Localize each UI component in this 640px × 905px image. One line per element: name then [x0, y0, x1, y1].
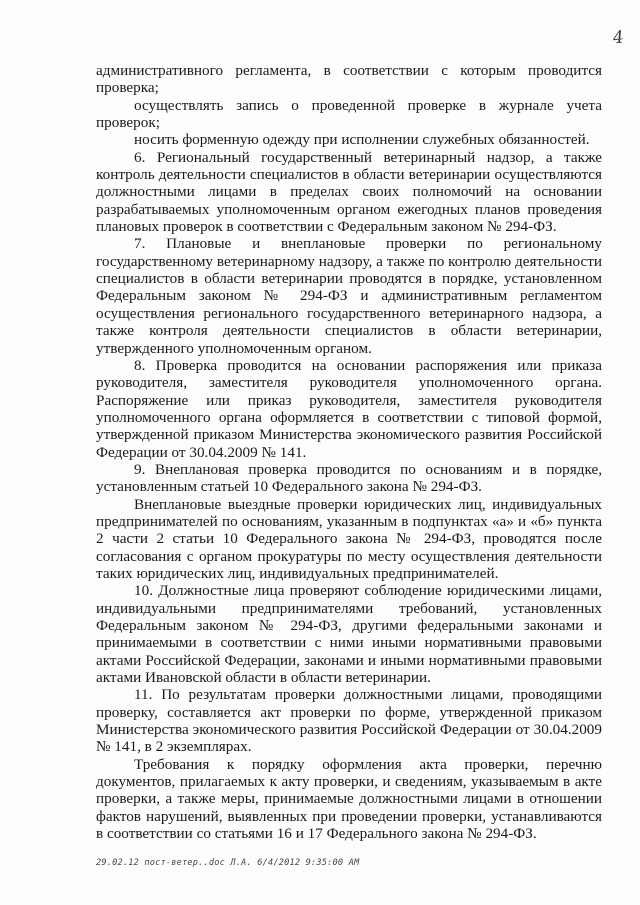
file-footer: 29.02.12 пост-ветер..doc Л.А. 6/4/2012 9:35:00 AM — [96, 858, 360, 868]
paragraph-regulation-continuation: административного регламента, в соответствии с которым проводится проверка; — [96, 62, 602, 97]
paragraph-act-requirements: Требования к порядку оформления акта проверки, перечню документов, прилагаемых к акту проверки, и сведениям, указываемым в акте проверки, а также меры, принимаемые должностными лицами в отношении фактов нарушений, выявленных при проведении проверки, устанавливаются в соответствии со статьями 16 и 17 Федерального закона № 294-ФЗ. — [96, 755, 602, 843]
paragraph-unscheduled-inspections: Внеплановые выездные проверки юридических лиц, индивидуальных предпринимателей по основаниям, указанным в подпунктах «а» и «б» пункта 2 части 2 статьи 10 Федерального закона № 294-ФЗ, проводятся после согласования с органом прокуратуры по месту осуществления деятельности таких юридических лиц, индивидуальных предпринимателей. — [96, 495, 602, 582]
paragraph-record-keeping: осуществлять запись о проведенной проверке в журнале учета проверок; — [96, 96, 602, 132]
paragraph-6: 6. Региональный государственный ветеринарный надзор, а также контроль деятельности специалистов в области ветеринарии осуществляются должностными лицами в пределах своих полномочий на основании разрабатываемых уполномоченным органом ежегодных планов проведения плановых проверок в соответствии с Федеральным законом № 294-ФЗ. — [96, 148, 602, 236]
paragraph-8: 8. Проверка проводится на основании распоряжения или приказа руководителя, заместителя руководителя уполномоченного органа. Распоряжение или приказ руководителя, заместителя руководителя уполномоченного органа оформляется в соответствии с типовой формой, утвержденной приказом Министерства экономического развития Российской Федерации от 30.04.2009 № 141. — [96, 356, 602, 461]
page-number: 4 — [612, 27, 625, 49]
paragraph-10: 10. Должностные лица проверяют соблюдение юридическими лицами, индивидуальными предпринимателями требований, установленных Федеральным законом № 294-ФЗ, другими федеральными законами и принимаемыми в соответствии с ними иными нормативными правовыми актами Российской Федерации, законами и иными нормативными правовыми актами Ивановской области в области ветеринарии. — [96, 582, 602, 687]
paragraph-9: 9. Внеплановая проверка проводится по основаниям и в порядке, установленным статьей 10 Федерального закона № 294-ФЗ. — [96, 460, 602, 496]
paragraph-11: 11. По результатам проверки должностными лицами, проводящими проверку, составляется акт проверки по форме, утвержденной приказом Министерства экономического развития Российской Федерации от 30.04.2009 № 141, в 2 экземплярах. — [96, 686, 602, 756]
document-body — [96, 62, 602, 842]
paragraph-uniform: носить форменную одежду при исполнении служебных обязанностей. — [134, 131, 590, 149]
paragraph-7: 7. Плановые и внеплановые проверки по региональному государственному ветеринарному надзору, а также по контролю деятельности специалистов в области ветеринарии проводятся в порядке, установленном Федеральным законом № 294-ФЗ и административным регламентом осуществления регионального государственного ветеринарного надзора, а также контроля деятельности специалистов в области ветеринарии, утвержденного уполномоченным органом. — [96, 235, 602, 357]
